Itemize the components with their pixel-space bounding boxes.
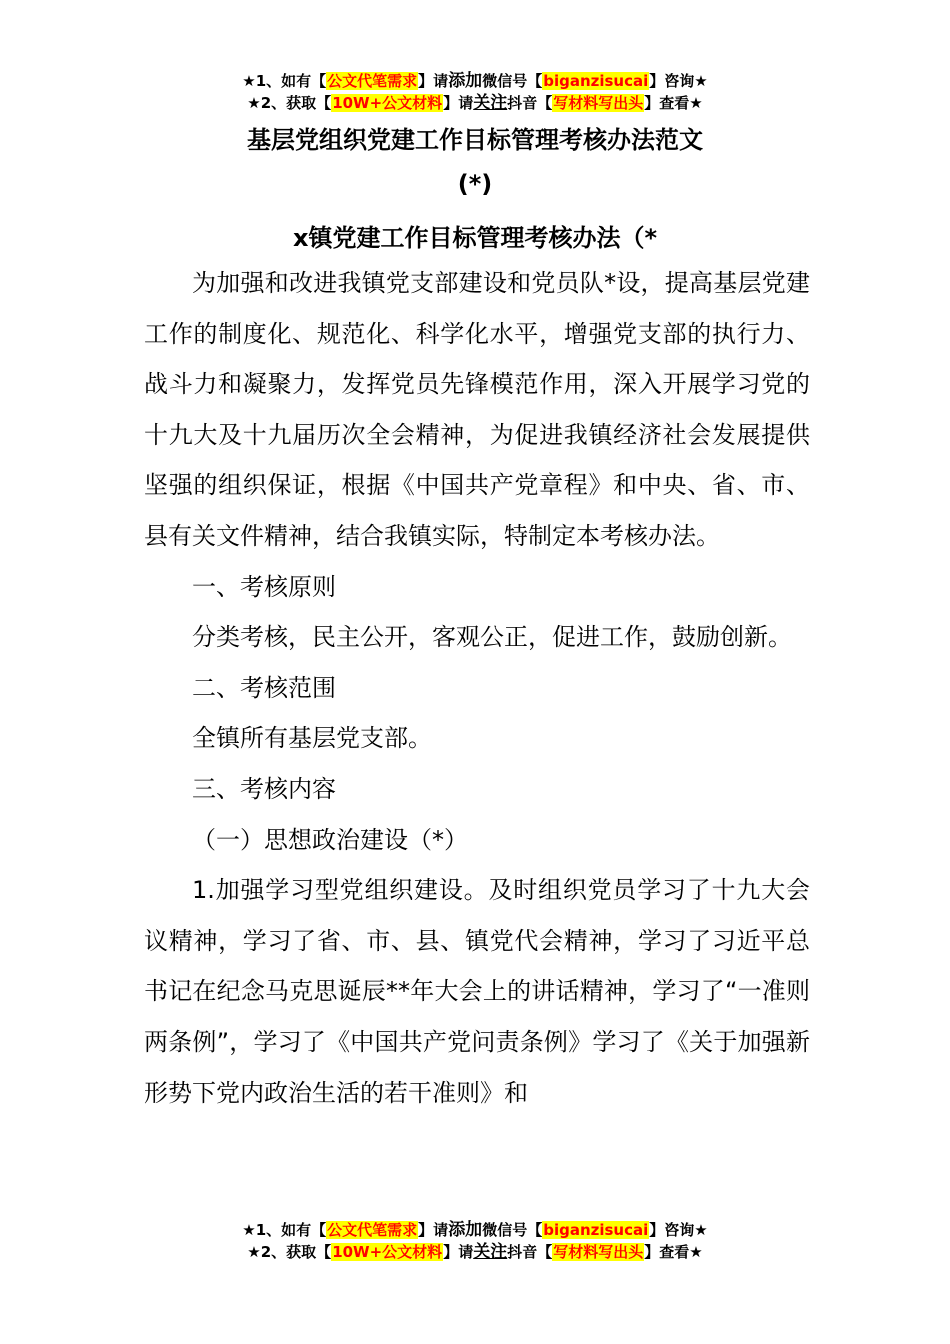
notice-line-2	[0, 92, 950, 114]
notice-text: ★2、获取【	[247, 94, 332, 112]
notice-text: 】请	[418, 72, 449, 90]
notice-text: 】查看★	[644, 1243, 703, 1261]
doc-title-suffix: (*)	[457, 170, 493, 198]
notice-highlight: 公文代笔需求	[327, 72, 418, 90]
notice-text: 】请	[443, 1243, 474, 1261]
notice-text: ★2、获取【	[247, 1243, 332, 1261]
notice-emphasis: 关注	[473, 93, 508, 113]
notice-text: 】咨询★	[649, 1221, 708, 1239]
notice-text: 】查看★	[644, 94, 703, 112]
subsection-heading: （一）思想政治建设（*）	[192, 825, 468, 854]
notice-text: 】咨询★	[649, 72, 708, 90]
notice-highlight: 10W+公文材料	[332, 94, 443, 112]
intro-paragraph: 为加强和改进我镇党支部建设和党员队*设，提高基层党建工作的制度化、规范化、科学化水平，增强党支部的执行力、战斗力和凝聚力，发挥党员先锋模范作用，深入开展学习党的十九大及十九届历次全会精神，为促进我镇经济社会发展提供坚强的组织保证，根据《中国共产党章程》和中央、省、市、县有关文件精神，结合我镇实际，特制定本考核办法。	[144, 269, 810, 550]
principles-paragraph: 分类考核，民主公开，客观公正，促进工作，鼓励创新。	[192, 623, 792, 652]
notice-emphasis: 关注	[473, 1242, 508, 1262]
notice-text: 微信号【	[482, 1221, 543, 1239]
notice-wechat-id: biganzisucai	[543, 72, 649, 90]
notice-line-2	[0, 1241, 950, 1263]
notice-wechat-id: biganzisucai	[543, 1221, 649, 1239]
item-paragraph: 1.加强学习型党组织建设。及时组织党员学习了十九大会议精神，学习了省、市、县、镇党代会精神，学习了习近平总书记在纪念马克思诞辰**年大会上的讲话精神，学习了“一准则两条例”，学习了《中国共产党问责条例》学习了《关于加强新形势下党内政治生活的若干准则》和	[144, 876, 810, 1107]
notice-text: 微信号【	[482, 72, 543, 90]
top-notice	[0, 70, 950, 114]
notice-douyin-id: 写材料写出头	[553, 94, 644, 112]
notice-text: ★1、如有【	[242, 1221, 327, 1239]
notice-text: ★1、如有【	[242, 72, 327, 90]
notice-text: 抖音【	[507, 94, 553, 112]
notice-text: 】请	[418, 1221, 449, 1239]
section-heading-principles: 一、考核原则	[192, 572, 336, 601]
section-heading-scope: 二、考核范围	[192, 673, 336, 702]
notice-emphasis: 添加	[448, 1220, 483, 1240]
bottom-notice	[0, 1219, 950, 1263]
notice-douyin-id: 写材料写出头	[553, 1243, 644, 1261]
doc-subtitle: x镇党建工作目标管理考核办法（*	[292, 224, 658, 252]
doc-title: 基层党组织党建工作目标管理考核办法范文	[247, 126, 703, 154]
notice-text: 抖音【	[507, 1243, 553, 1261]
scope-paragraph: 全镇所有基层党支部。	[192, 724, 432, 753]
notice-highlight: 公文代笔需求	[327, 1221, 418, 1239]
notice-line-1	[0, 1219, 950, 1241]
notice-line-1	[0, 70, 950, 92]
notice-highlight: 10W+公文材料	[332, 1243, 443, 1261]
section-heading-content: 三、考核内容	[192, 774, 336, 803]
notice-text: 】请	[443, 94, 474, 112]
notice-emphasis: 添加	[448, 71, 483, 91]
doc-body	[144, 258, 810, 1118]
